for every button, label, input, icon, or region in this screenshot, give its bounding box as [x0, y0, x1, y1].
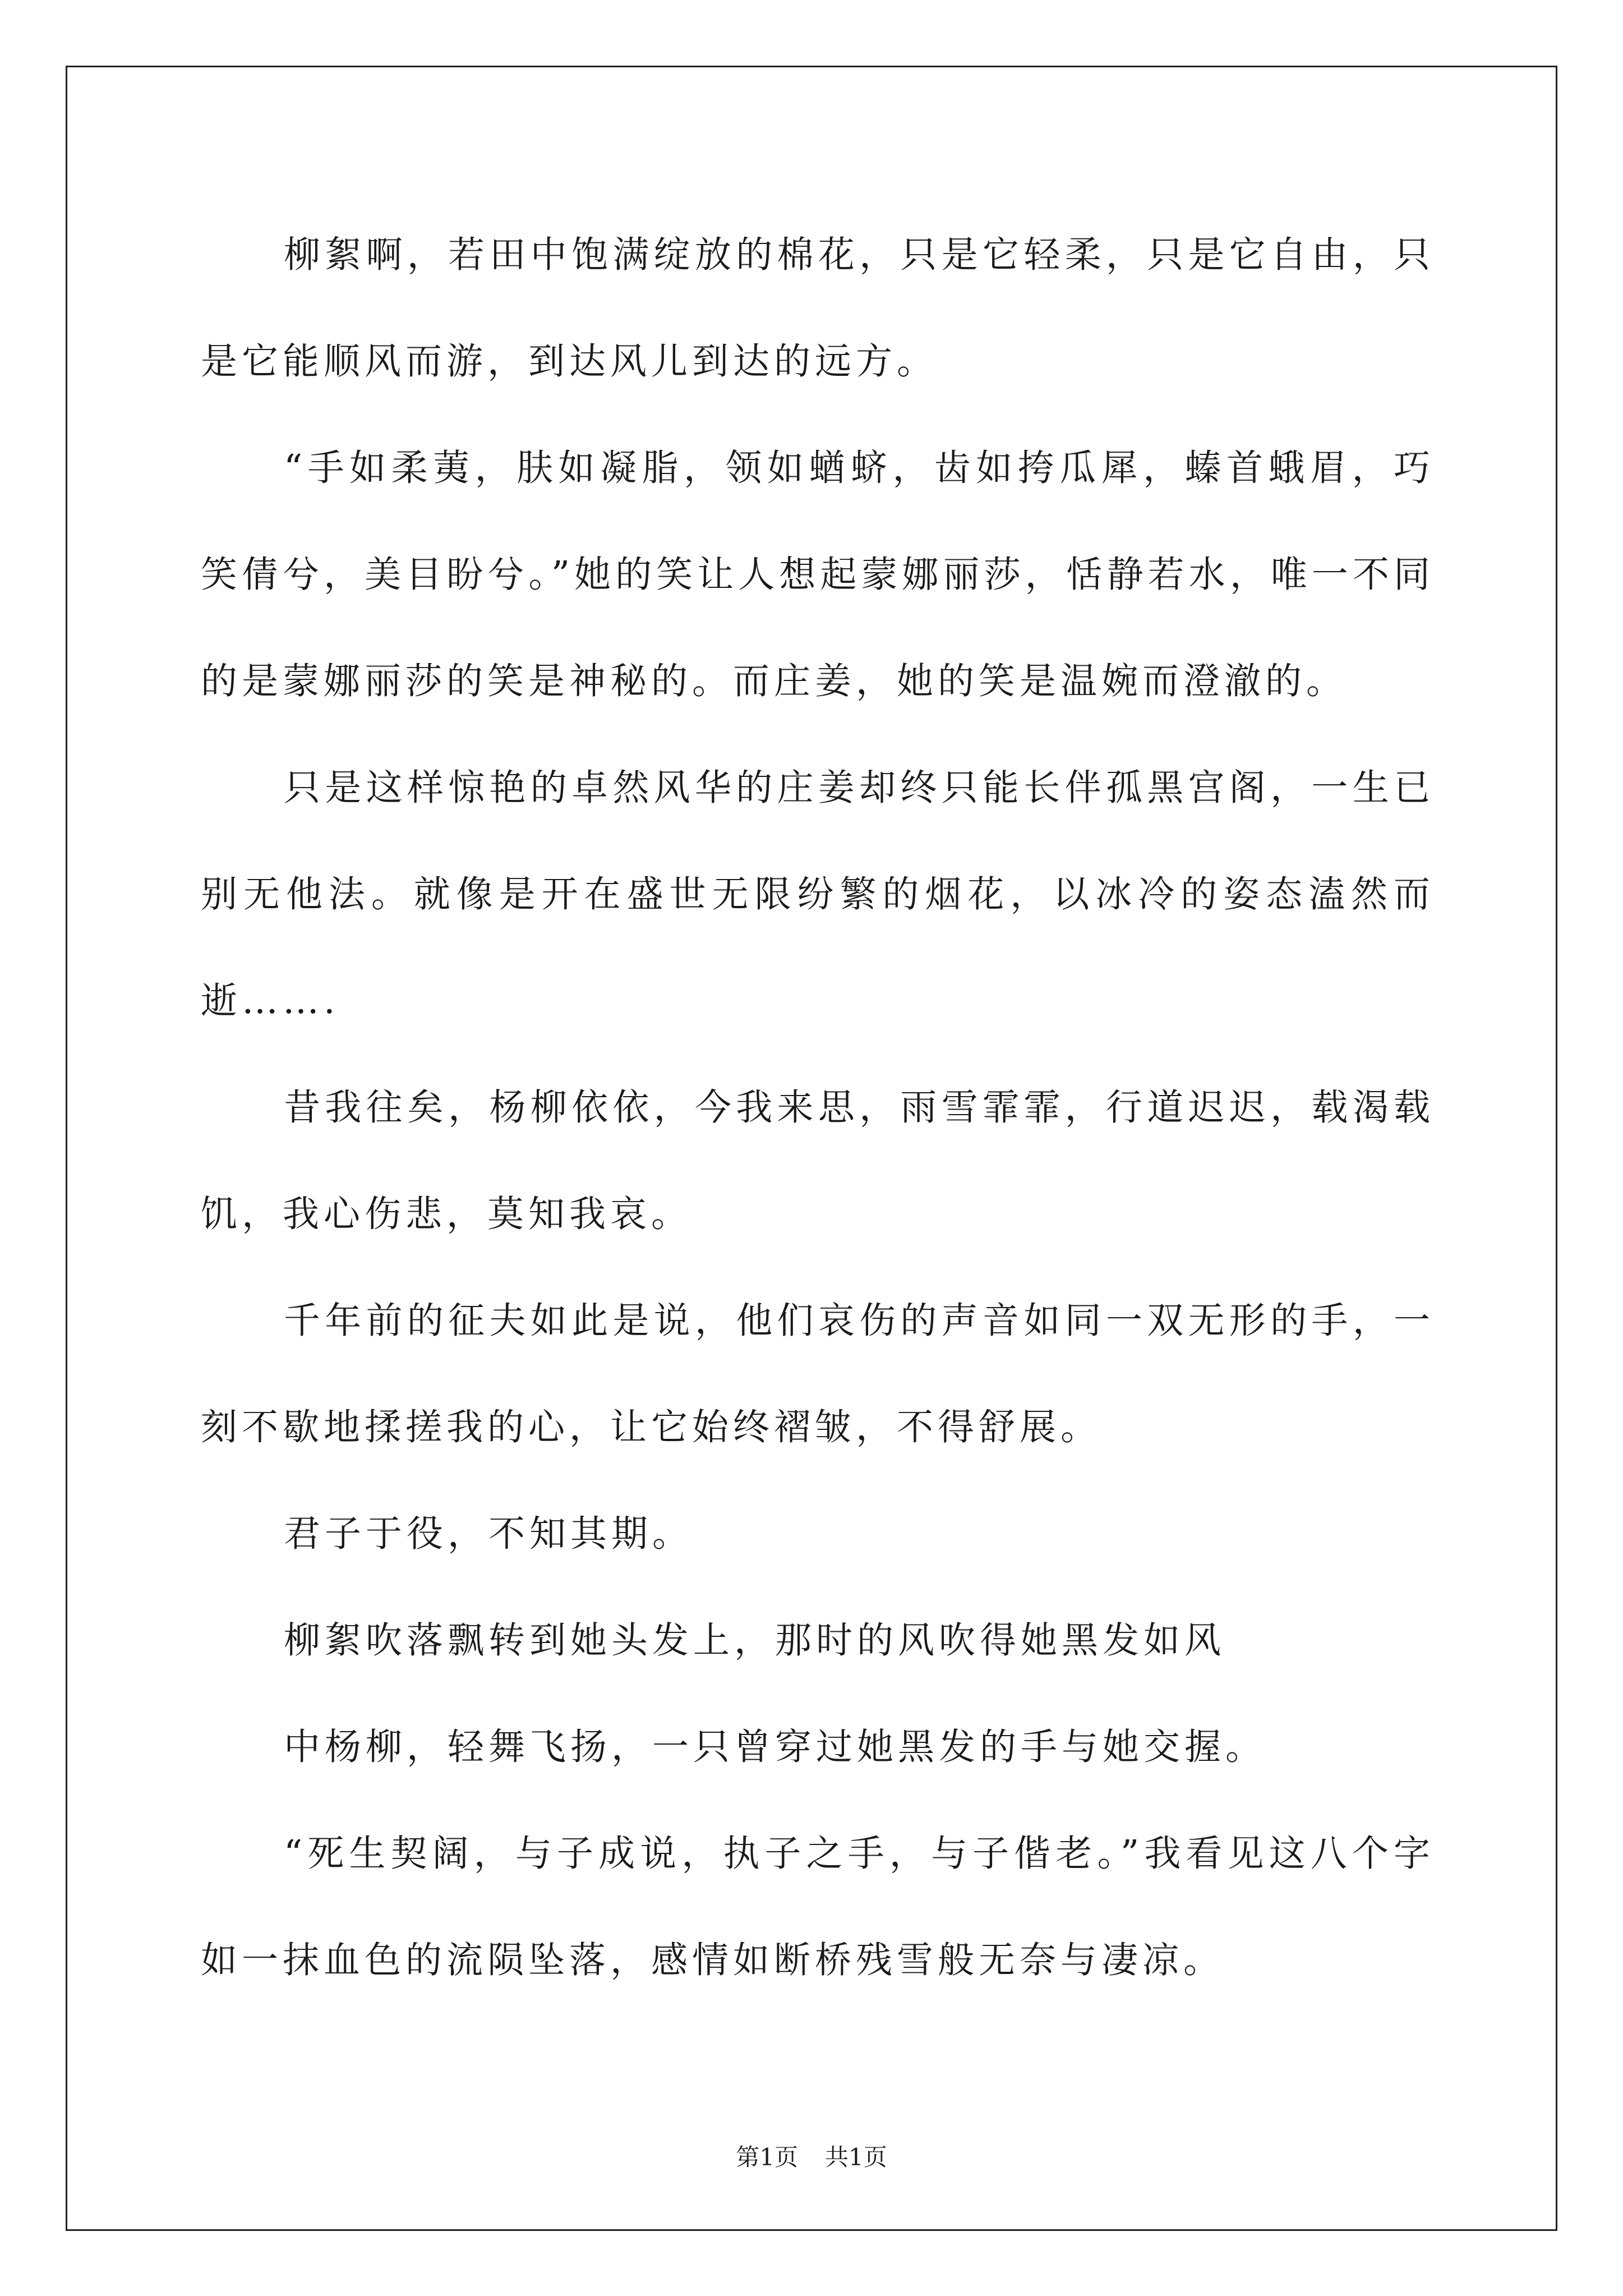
paragraph-9: “死生契阔，与子成说，执子之手，与子偕老。”我看见这八个字如一抹血色的流陨坠落，感情如断桥残雪般无奈与凄凉。 — [201, 1833, 1435, 1981]
paragraph-3: 只是这样惊艳的卓然风华的庄姜却终只能长伴孤黑宫阁，一生已别无他法。就像是开在盛世无限纷繁的烟花，以冰冷的姿态溘然而逝……. — [201, 767, 1435, 1022]
page-footer — [0, 2141, 1623, 2174]
paragraph-2: “手如柔荑，肤如凝脂，领如蝤蛴，齿如挎瓜犀，螓首蛾眉，巧笑倩兮，美目盼兮。”她的笑让人想起蒙娜丽莎，恬静若水，唯一不同的是蒙娜丽莎的笑是神秘的。而庄姜，她的笑是温婉而澄澈的。 — [201, 447, 1435, 702]
paragraph-5: 千年前的征夫如此是说，他们哀伤的声音如同一双无形的手，一刻不歇地揉搓我的心，让它始终褶皱，不得舒展。 — [201, 1300, 1435, 1448]
paragraph-8: 中杨柳，轻舞飞扬，一只曾穿过她黑发的手与她交握。 — [284, 1726, 1267, 1768]
paragraph-1: 柳絮啊，若田中饱满绽放的棉花，只是它轻柔，只是它自由，只是它能顺风而游，到达风儿到达的远方。 — [201, 234, 1435, 383]
paragraph-4: 昔我往矣，杨柳依依，今我来思，雨雪霏霏，行道迟迟，载渴载饥，我心伤悲，莫知我哀。 — [201, 1087, 1435, 1235]
page-number-current: 第1页 — [736, 2143, 798, 2171]
paragraph-7: 柳絮吹落飘转到她头发上，那时的风吹得她黑发如风 — [284, 1619, 1226, 1662]
paragraph-6: 君子于役，不知其期。 — [284, 1513, 694, 1555]
page-number-total: 共1页 — [825, 2143, 887, 2171]
document-body — [201, 202, 1435, 2014]
